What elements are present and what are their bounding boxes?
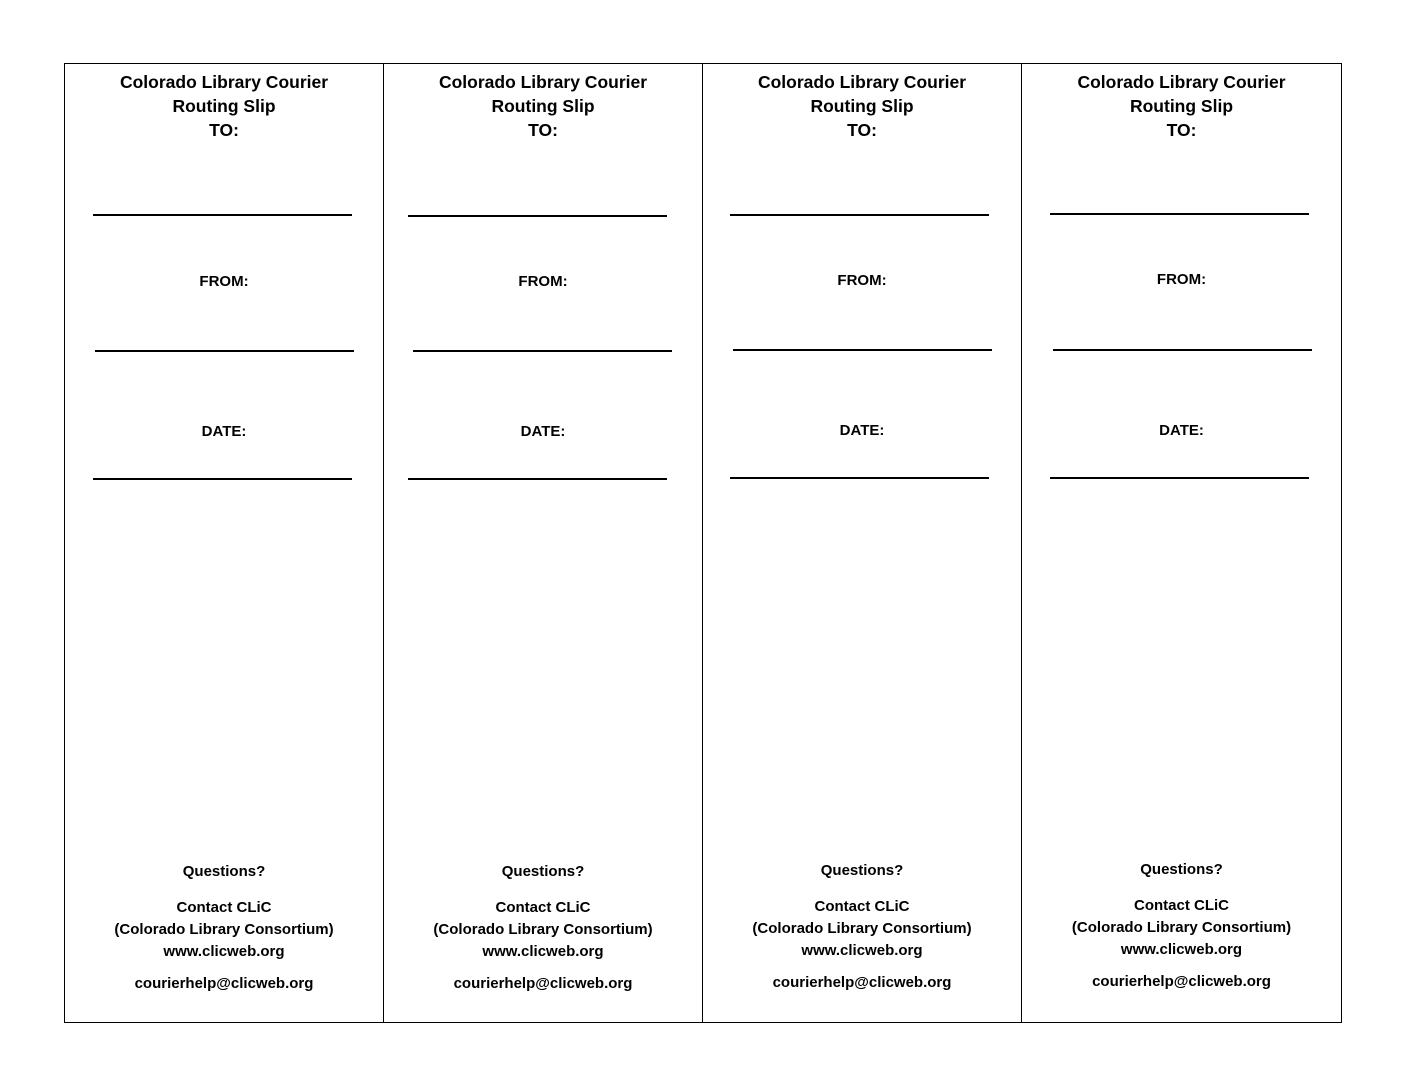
org-line: (Colorado Library Consortium) bbox=[433, 921, 653, 938]
from-label: FROM: bbox=[518, 273, 568, 290]
to-line[interactable] bbox=[730, 214, 989, 216]
slip-title-line2: Routing Slip bbox=[172, 96, 276, 116]
slip-title-line2: Routing Slip bbox=[1129, 96, 1234, 116]
email-link[interactable]: courierhelp@clicweb.org bbox=[1092, 973, 1271, 990]
slip-title-line1: Colorado Library Courier bbox=[757, 72, 967, 92]
slip-title-line1: Colorado Library Courier bbox=[438, 72, 648, 92]
slip-title bbox=[384, 70, 702, 142]
questions-label: Questions? bbox=[501, 863, 585, 880]
email-link[interactable]: courierhelp@clicweb.org bbox=[453, 975, 633, 992]
slip-title bbox=[65, 70, 383, 142]
website-link[interactable]: www.clicweb.org bbox=[482, 943, 604, 960]
from-line[interactable] bbox=[95, 350, 354, 352]
from-label: FROM: bbox=[1156, 271, 1207, 288]
date-line[interactable] bbox=[408, 478, 667, 480]
from-line[interactable] bbox=[733, 349, 992, 351]
slip-title-line1: Colorado Library Courier bbox=[1077, 72, 1286, 92]
from-label: FROM: bbox=[837, 272, 887, 289]
date-label: DATE: bbox=[520, 423, 566, 440]
routing-slip bbox=[384, 64, 703, 1022]
slip-title-line2: Routing Slip bbox=[810, 96, 914, 116]
date-line[interactable] bbox=[93, 478, 352, 480]
from-line[interactable] bbox=[413, 350, 672, 352]
from-line[interactable] bbox=[1053, 349, 1312, 351]
to-label: TO: bbox=[528, 120, 558, 140]
from-label: FROM: bbox=[199, 273, 249, 290]
slip-title-line1: Colorado Library Courier bbox=[119, 72, 329, 92]
routing-slip-sheet bbox=[64, 63, 1342, 1023]
routing-slip bbox=[703, 64, 1022, 1022]
email-link[interactable]: courierhelp@clicweb.org bbox=[134, 975, 314, 992]
routing-slip bbox=[65, 64, 384, 1022]
to-label: TO: bbox=[1166, 120, 1197, 140]
questions-label: Questions? bbox=[1140, 861, 1223, 878]
org-line: (Colorado Library Consortium) bbox=[752, 920, 972, 937]
routing-slip bbox=[1022, 64, 1341, 1022]
to-line[interactable] bbox=[93, 214, 352, 216]
to-label: TO: bbox=[209, 120, 239, 140]
date-line[interactable] bbox=[730, 477, 989, 479]
website-link[interactable]: www.clicweb.org bbox=[163, 943, 285, 960]
date-label: DATE: bbox=[201, 423, 247, 440]
org-line: (Colorado Library Consortium) bbox=[1071, 919, 1292, 936]
slip-title bbox=[1022, 70, 1341, 142]
contact-line: Contact CLiC bbox=[495, 899, 591, 916]
questions-label: Questions? bbox=[182, 863, 266, 880]
contact-line: Contact CLiC bbox=[1134, 897, 1229, 914]
date-label: DATE: bbox=[839, 422, 885, 439]
slip-title-line2: Routing Slip bbox=[491, 96, 595, 116]
to-line[interactable] bbox=[408, 215, 667, 217]
date-line[interactable] bbox=[1050, 477, 1309, 479]
questions-label: Questions? bbox=[820, 862, 904, 879]
contact-line: Contact CLiC bbox=[176, 899, 272, 916]
contact-line: Contact CLiC bbox=[814, 898, 910, 915]
website-link[interactable]: www.clicweb.org bbox=[1120, 941, 1243, 958]
to-label: TO: bbox=[847, 120, 877, 140]
date-label: DATE: bbox=[1159, 422, 1204, 439]
email-link[interactable]: courierhelp@clicweb.org bbox=[772, 974, 952, 991]
slip-title bbox=[703, 70, 1021, 142]
website-link[interactable]: www.clicweb.org bbox=[801, 942, 923, 959]
to-line[interactable] bbox=[1050, 213, 1309, 215]
org-line: (Colorado Library Consortium) bbox=[114, 921, 334, 938]
